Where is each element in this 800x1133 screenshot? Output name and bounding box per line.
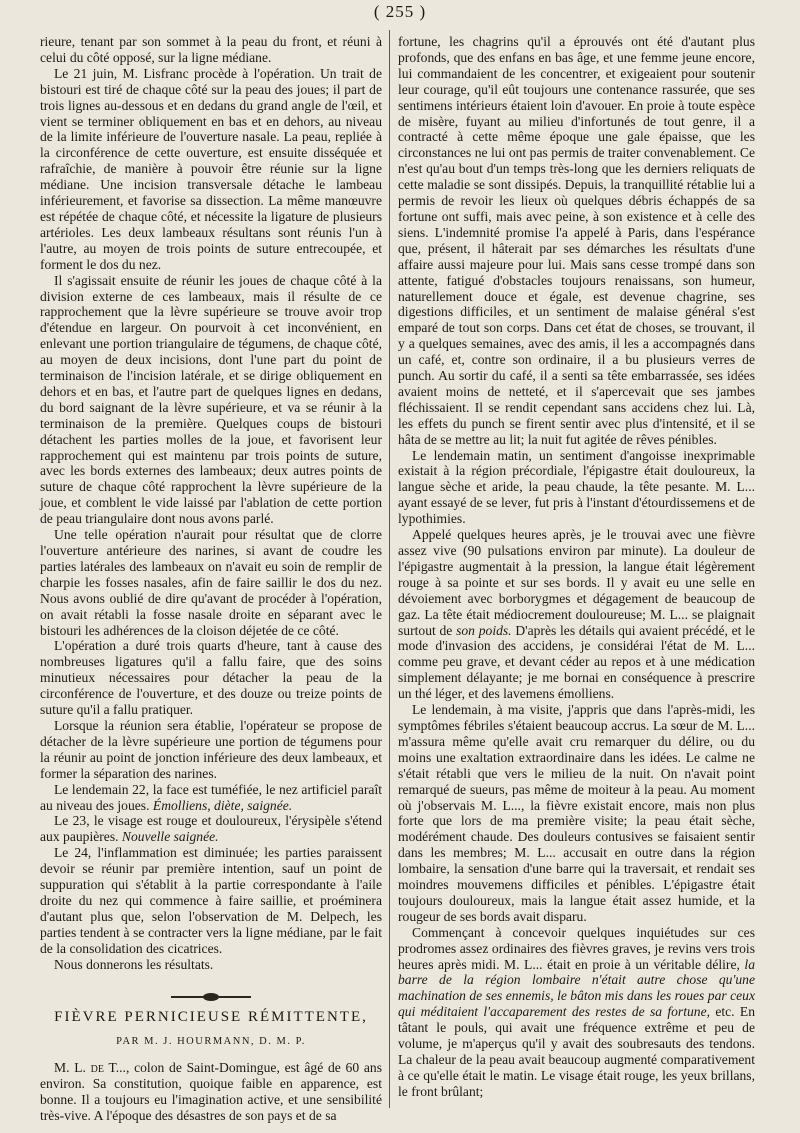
paragraph — [398, 527, 755, 702]
column-divider — [389, 30, 390, 1108]
text-run: Le lendemain 22, la face est tuméfiée, le nez artificiel paraît au niveau des joues. — [40, 781, 382, 813]
patient-name: M. L. de T..., — [54, 1060, 130, 1076]
paragraph: Le 24, l'inflammation est diminuée; les parties paraissent devoir se réunir par première intention, sauf un point de suppuration qui s'établit à la partie correspondante à l'aile droite du nez qui commence à faire saillie, et proéminera d'autant plus que, selon l'observation de M. Delpech, les parties tendent à se contracter vers la ligne médiane, par le fait de la consolidation des cicatrices. — [40, 845, 382, 956]
paragraph: Une telle opération n'aurait pour résultat que de clorre l'ouverture antérieure des narines, si avant de coudre les parties latérales des lambeaux on n'avait eu soin de remplir de charpie les fosses nasales, afin de faire saillir le dos du nez. Nous avons oublié de dire qu'avant de procéder à l'opération, on avait rétabli la fosse nasale droite en séparant avec le bistouri les adhérences de la cloison déjetée de ce côté. — [40, 527, 382, 638]
ornament-rule — [171, 996, 251, 998]
paragraph: L'opération a duré trois quarts d'heure, tant à cause des nombreuses ligatures qu'il a fallu faire, que des soins minutieux nécessaires pour détacher la peau de la circonférence de l'ouverture, et des douze ou treize points de suture qu'il a fallu pratiquer. — [40, 638, 382, 718]
paragraph — [40, 813, 382, 845]
text-run: colon de Saint-Domingue, est âgé de 60 ans environ. Sa constitution, quoique faible en apparence, est bonne. Il a toujours eu l'imagination active, et une sensibilité très-vive. A l'époque des désastres de son pays et de sa — [40, 1060, 382, 1123]
article-title: FIÈVRE PERNICIEUSE RÉMITTENTE, — [54, 1009, 368, 1026]
text-run: D'après les détails qui avaient précédé, et le mode d'invasion des accidens, je considérai l'état de M. L... comme peu grave, et devant céder au repos et à une médication simplement délayante; je me bornai en conséquence à prescrire un thé léger, et des lavemens émolliens. — [398, 622, 755, 702]
italic-run: son poids. — [456, 622, 512, 638]
paragraph: Nous donnerons les résultats. — [54, 956, 214, 972]
article-byline: PAR M. J. HOURMANN, D. M. P. — [116, 1036, 306, 1048]
paragraph: Le lendemain matin, un sentiment d'angoisse inexprimable existait à la région précordiale, l'épigastre était douloureux, la langue sèche et aride, la peau chaude, la tête pesante. M. L... ayant essayé de se lever, fut pris à l'instant d'étourdissemens et de lypothimies. — [398, 447, 755, 527]
paragraph: Lorsque la réunion sera établie, l'opérateur se propose de détacher de la lèvre supérieure une portion de tégumens pour la réunir au point de jonction inférieure des deux lambeaux, et former la séparation des narines. — [40, 717, 382, 781]
section-ornament — [40, 988, 382, 996]
paragraph — [40, 1060, 382, 1124]
italic-run: la barre de la région lombaire n'était autre chose qu'une machination de ses ennemis, le bâton mis dans les roues par ceux qui méditaient l'accaparement des restes de sa fortune, — [398, 956, 755, 1020]
text-run: Le 23, le visage est rouge et douloureux, l'érysipèle s'étend aux paupières. — [40, 813, 382, 845]
left-column — [40, 34, 382, 1124]
page-number: ( 255 ) — [373, 2, 427, 21]
paragraph: fortune, les chagrins qu'il a éprouvés ont été d'autant plus profonds, que des enfans en bas âge, et une femme jeune encore, lui commandaient de les concentrer, et exigeaient pour soutenir leur courage, qu'il eût toujours une contenance rassurée, que ses sentimens intérieurs étaient loin d'avouer. En proie à toute espèce de misère, fuyant au milieu d'infortunés de tout genre, il a contracté à cette même époque une gale épaisse, que les circonstances ne lui ont pas permis de traiter convenablement. Ce n'est qu'au bout d'un temps très-long que les derniers reliquats de cette maladie se sont dissipés. Depuis, la tranquillité rétablie lui a permis de revoir les lieux où quelques débris échappés de sa fortune ont suffi, mais avec peine, à son existence et à celle des siens. L'indemnité promise l'a appelé à Paris, dans l'espérance que, présent, il hâterait par ses démarches les résultats d'une affaire aussi majeure pour lui. Mais sans cesse trompé dans son attente, fatigué d'obstacles toujours renaissans, son humeur, naturellement douce et égale, est devenue chagrine, ses digestions difficiles, et un sentiment de malaise général s'est emparé de tout son corps. Dans cet état de choses, se trouvant, il y a quelques semaines, avec des amis, il les a accompagnés dans un café, et, contre son ordinaire, il a bu plusieurs verres de punch. Au sortir du café, il a senti sa tête embarrassée, ses idées avaient moins de netteté, et il s'apercevait que ses jambes fléchissaient. Il se rendit cependant sans accidens chez lui. Là, les effets du punch se firent sentir avec plus d'intensité, et il se hâta de se mettre au lit; la nuit fut agitée de rêves pénibles. — [398, 34, 755, 447]
paragraph: Il s'agissait ensuite de réunir les joues de chaque côté à la division externe de ces lambeaux, mais il résulte de ce rapprochement que la lèvre supérieure se trouve avoir trop d'étendue en largeur. On pourvoit à cet inconvénient, en enlevant une portion triangulaire de tégumens, de chaque côté, au moyen de deux incisions, dont l'une part du point de terminaison de l'incision latérale, et se dirige obliquement en dehors et en bas, et l'autre part de quelques lignes en dedans, du bord saignant de la lèvre supérieure, et va se réunir à la terminaison de la première. Quelques coups de bistouri détachent les parties molles de la joue, et favorisent leur rapprochement qui est maintenu par trois points de suture, avec les bords externes des lambeaux; deux autres points de suture de chaque côté rapprochent la lèvre supérieure de la joue, et comblent le vide laissé par l'ablation de cette portion de peau triangulaire dont nous avons parlé. — [40, 272, 382, 527]
paragraph: Le 21 juin, M. Lisfranc procède à l'opération. Un trait de bistouri est tiré de chaque côté sur la peau des joues; il part de trois lignes au-dessous et en dedans du grand angle de l'œil, et vient se terminer obliquement en bas et en dehors, au niveau de la limite inférieure de l'ouverture nasale. La peau, repliée à la circonférence de cette ouverture, est ensuite disséquée et rafraîchie, de manière à pouvoir être réunie sur la ligne médiane. Une incision transversale détache le lambeau inférieurement, et favorise sa dissection. La même manœuvre est répétée de chaque côté, et nécessite la ligature de plusieurs artérioles. Les deux lambeaux résultans sont réunis l'un à l'autre, au moyen de trois points de suture entrecoupée, et forment le dos du nez. — [40, 65, 382, 272]
paragraph — [40, 782, 382, 814]
text-run: Appelé quelques heures après, je le trouvai avec une fièvre assez vive (90 pulsations environ par minute). La douleur de l'épigastre augmentait à la pression, la langue était légèrement rouge à sa pointe et sur ses bords. Il y avait eu une selle en dévoiement avec borborygmes et dégagement de beaucoup de gaz. La tête était médiocrement douloureuse; M. L... se plaignait surtout de — [398, 527, 755, 638]
italic-run: Émolliens, diète, saignée. — [152, 797, 293, 813]
text-run: etc. En tâtant le pouls, qui avait une fréquence extrême et peu de volume, je m'aperçus qu'il y avait des soubresauts des tendons. La chaleur de la peau avait beaucoup augmenté comparativement à ce qu'elle était le matin. Le visage était rouge, les yeux brillans, le front brûlant; — [398, 1004, 755, 1099]
italic-run: Nouvelle saignée. — [121, 829, 219, 845]
text-run: Commençant à concevoir quelques inquiétudes sur ces prodromes assez ordinaires des fièvres graves, je revins vers trois heures après midi. M. L... était en proie à un véritable délire, — [398, 924, 755, 972]
paragraph: Le lendemain, à ma visite, j'appris que dans l'après-midi, les symptômes fébriles s'étaient beaucoup accrus. La sœur de M. L... m'assura même qu'elle avait cru remarquer du délire, ou du moins une exaltation extraordinaire dans les idées. Le calme ne s'était rétabli que vers le milieu de la nuit. On n'avait point remarqué de sueurs, pas même de moiteur à la peau. Au moment où j'observais M. L..., la fièvre existait encore, mais non plus forte que lors de ma première visite; la peau était sèche, modérément chaude. Des douleurs contusives se faisaient sentir dans les membres; M. L... accusait en outre dans la région lombaire, la sensation d'une barre qui la traversait, et rendait ses moindres mouvemens difficiles et pénibles. L'épigastre était toujours douloureux, mais la langue était assez humide, et la rougeur de ses bords avait disparu. — [398, 702, 755, 924]
paragraph — [398, 925, 755, 1100]
paragraph: rieure, tenant par son sommet à la peau du front, et réuni à celui du côté opposé, sur la ligne médiane. — [40, 34, 382, 65]
right-column — [398, 34, 755, 1100]
